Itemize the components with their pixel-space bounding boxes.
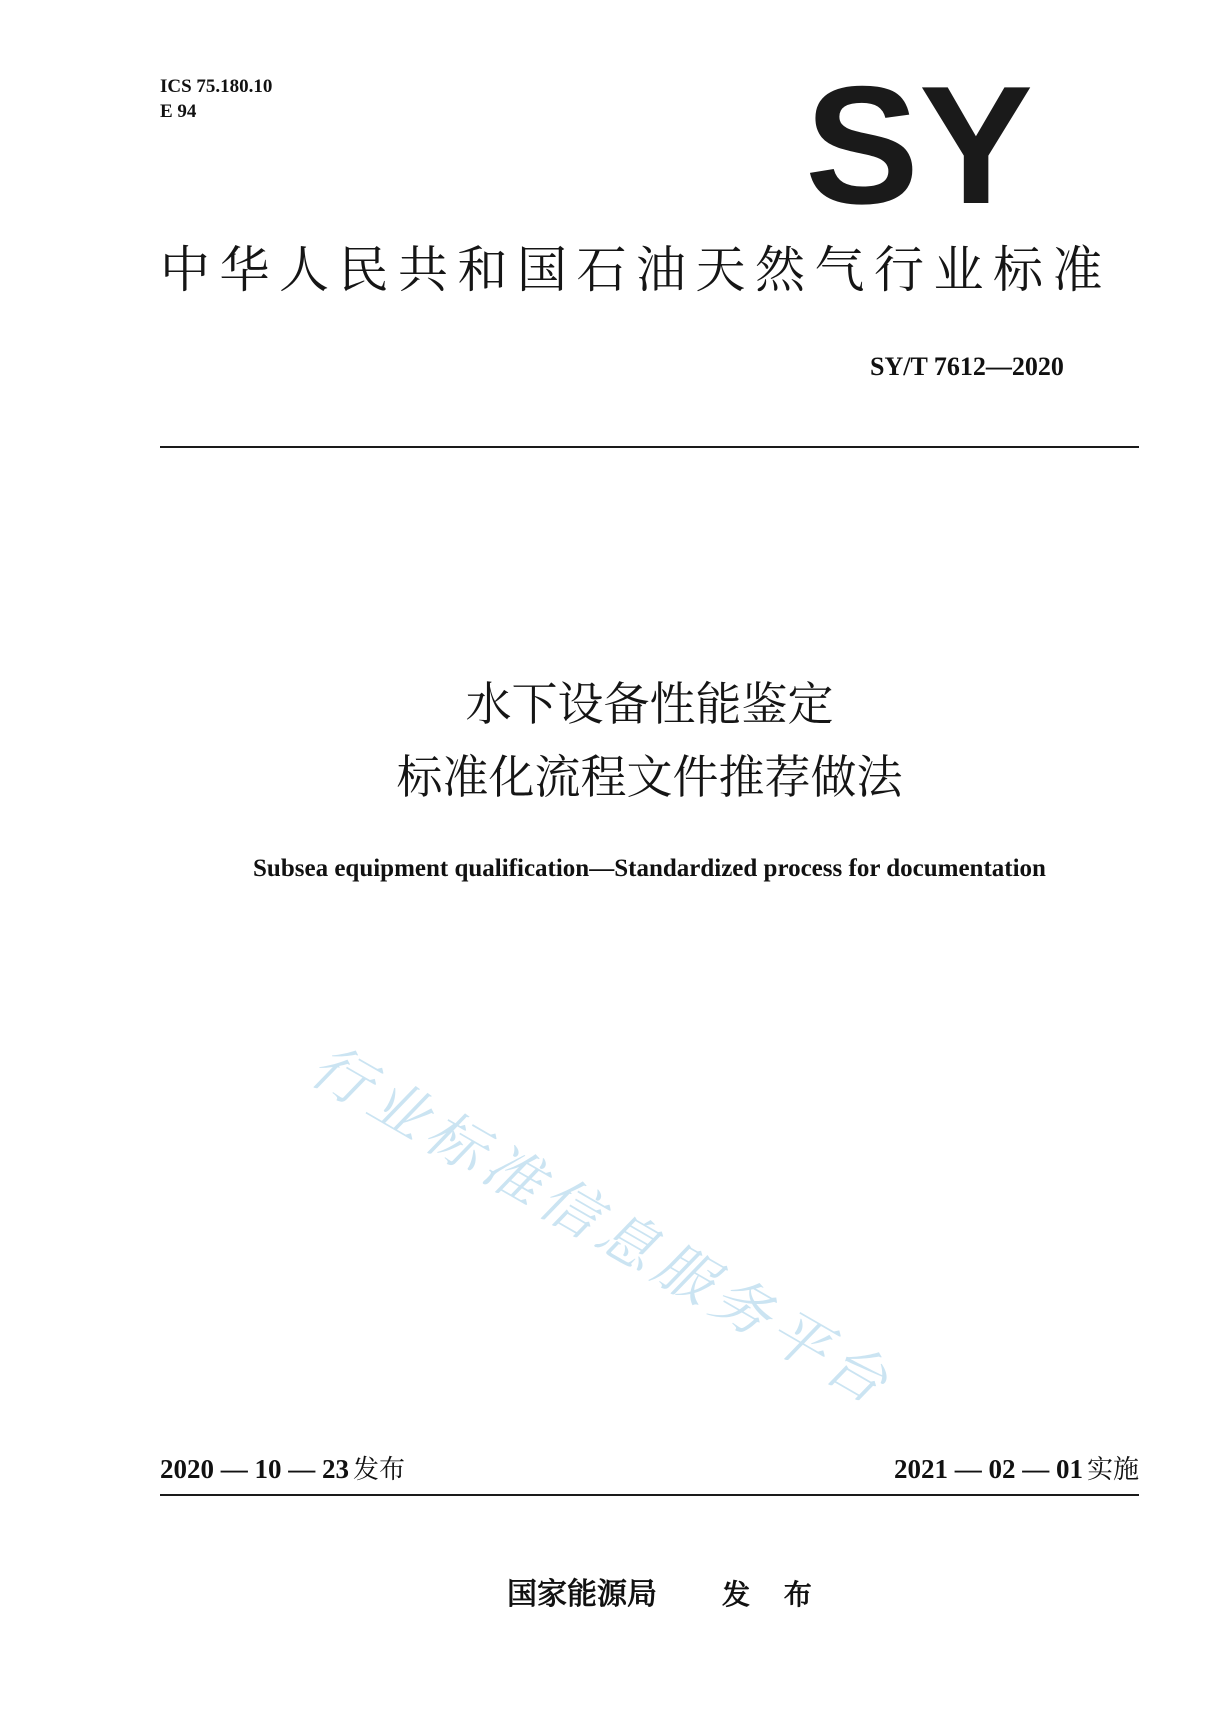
document-title-zh-line2: 标准化流程文件推荐做法 (396, 750, 903, 804)
standard-number: SY/T 7612—2020 (870, 352, 1064, 381)
sy-logo-graphic (805, 82, 1035, 212)
implement-label: 实施 (1086, 1455, 1139, 1485)
sy-logo (805, 82, 1035, 212)
issue-date: 2020 — 10 — 23 (160, 1454, 349, 1484)
standard-category-title: 中华人民共和国石油天然气行业标准 (160, 241, 1112, 299)
publisher-name: 国家能源局 (507, 1577, 657, 1612)
implement-date-block (894, 1451, 1139, 1488)
top-divider (160, 446, 1139, 448)
document-title-en: Subsea equipment qualification—Standardized process for documentation (253, 855, 1046, 882)
document-title-zh-line1: 水下设备性能鉴定 (465, 677, 834, 731)
publish-label: 发 布 (722, 1578, 824, 1611)
classification-codes (160, 74, 272, 124)
ics-code: ICS 75.180.10 (160, 76, 273, 97)
watermark: 行业标准信息服务平台 (299, 1031, 906, 1421)
ccs-code: E 94 (160, 101, 197, 122)
sy-logo-letters: SY (805, 82, 1033, 212)
implement-date: 2021 — 02 — 01 (893, 1454, 1083, 1484)
issue-label: 发布 (353, 1455, 406, 1485)
bottom-divider (160, 1494, 1139, 1496)
issue-date-block (160, 1451, 405, 1488)
